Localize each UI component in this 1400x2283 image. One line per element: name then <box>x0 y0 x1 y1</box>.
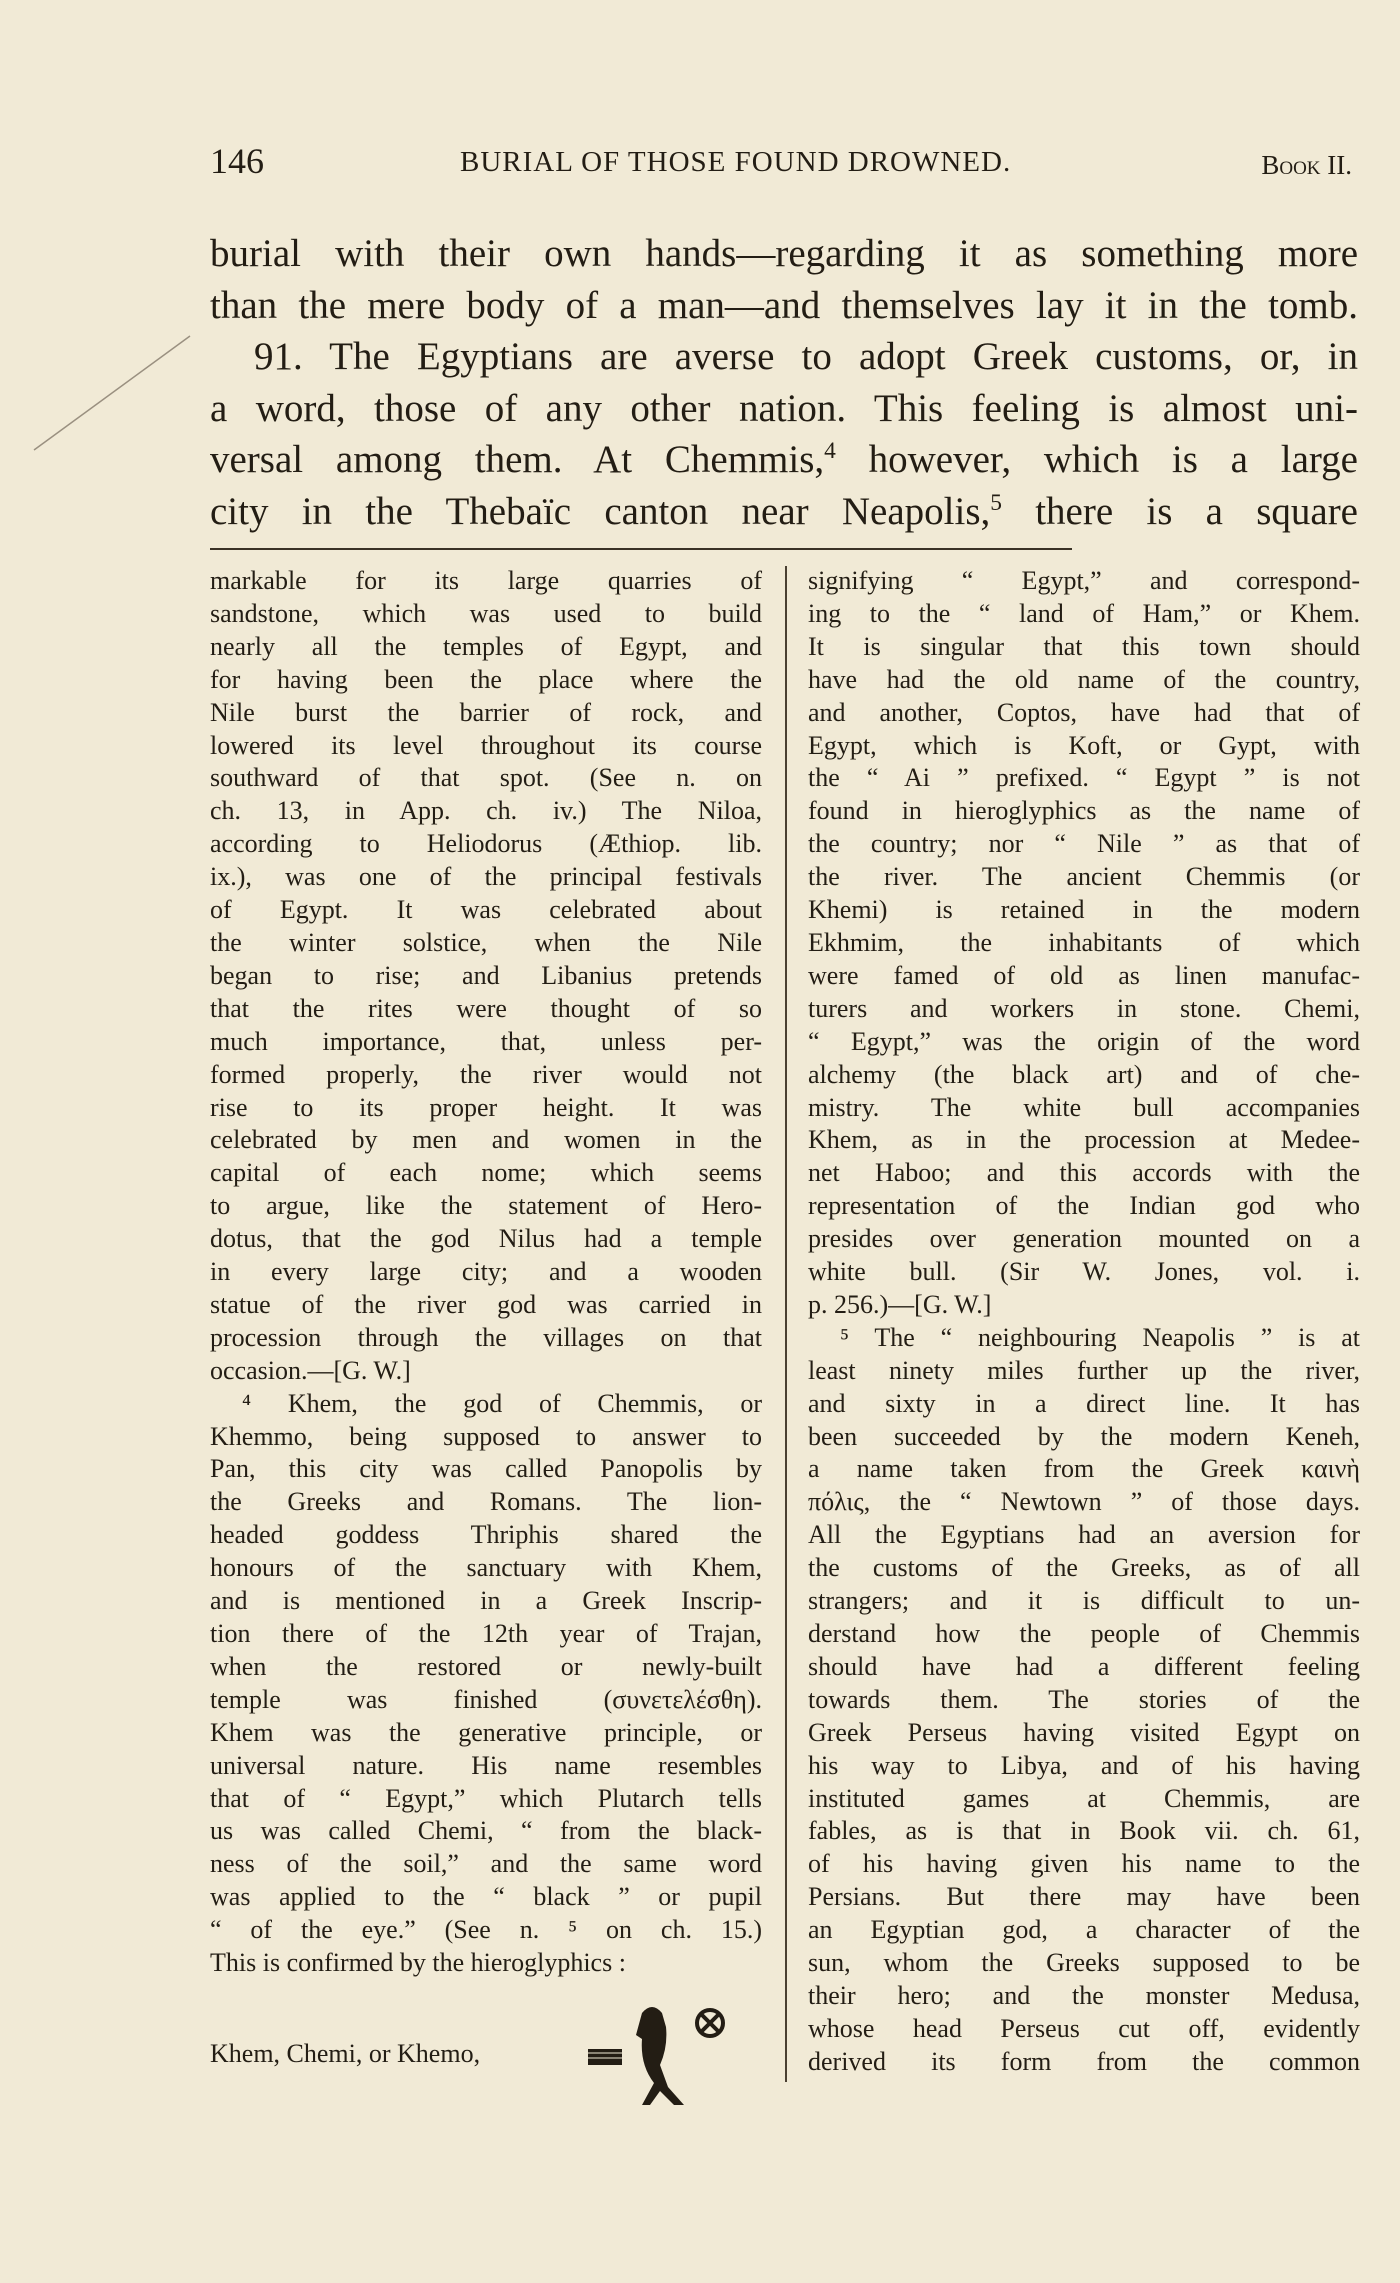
footnote-line: dotus, that the god Nilus had a temple <box>210 1224 762 1254</box>
footnote-line: “ Egypt,” was the origin of the word <box>808 1026 1360 1056</box>
main-text-line <box>210 434 1358 486</box>
footnote-line: procession through the villages on that <box>210 1322 762 1352</box>
footnote-line: the country; nor “ Nile ” as that of <box>808 829 1360 859</box>
footnote-line: derstand how the people of Chemmis <box>808 1619 1360 1648</box>
footnote-line: derived its form from the common <box>808 2046 1360 2076</box>
footnote-line: mistry. The white bull accompanies <box>808 1092 1360 1122</box>
footnote-line: honours of the sanctuary with Khem, <box>210 1553 762 1583</box>
footnote-line: All the Egyptians had an aversion for <box>808 1520 1360 1550</box>
footnote-line: for having been the place where the <box>210 664 762 694</box>
page-number: 146 <box>210 141 264 181</box>
main-text-fragment: however, which is a large <box>835 438 1358 481</box>
main-text-fragment: versal among them. At Chemmis, <box>210 438 825 481</box>
footnote-line: occasion.—[G. W.] <box>210 1355 411 1385</box>
footnote-line: fables, as is that in Book vii. ch. 61, <box>808 1816 1360 1846</box>
footnote-line: Khemi) is retained in the modern <box>808 895 1360 925</box>
footnote-line: to argue, like the statement of Hero- <box>210 1191 762 1221</box>
footnotes-left-column <box>210 565 762 1980</box>
footnote-line: the Greeks and Romans. The lion- <box>210 1487 762 1517</box>
footnote-line: their hero; and the monster Medusa, <box>808 1980 1360 2010</box>
footnote-line: ⁴ Khem, the god of Chemmis, or <box>242 1388 762 1418</box>
footnote-line: p. 256.)—[G. W.] <box>808 1289 992 1319</box>
footnote-line: white bull. (Sir W. Jones, vol. i. <box>808 1257 1360 1287</box>
footnote-line: nearly all the temples of Egypt, and <box>210 631 762 661</box>
footnotes-right-column <box>808 565 1360 2079</box>
book-label: Book II. <box>1261 150 1352 180</box>
main-text-line: than the mere body of a man—and themselves lay it in the tomb. <box>210 283 1358 327</box>
footnote-line: should have had a different feeling <box>808 1651 1360 1681</box>
footnote-line: ing to the “ land of Ham,” or Khem. <box>808 598 1360 628</box>
footnote-line: that of “ Egypt,” which Plutarch tells <box>210 1783 762 1813</box>
main-text <box>210 228 1358 537</box>
footnote-line: Khem, as in the procession at Medee- <box>808 1125 1360 1155</box>
footnote-line: sun, whom the Greeks supposed to be <box>808 1948 1360 1978</box>
footnote-line: statue of the river god was carried in <box>210 1289 762 1319</box>
main-text-line: burial with their own hands—regarding it as something more <box>210 232 1358 275</box>
hieroglyph-figure <box>210 2005 770 2125</box>
footnote-line: much importance, that, unless per- <box>210 1026 762 1056</box>
footnote-line: formed properly, the river would not <box>210 1059 762 1089</box>
footnote-line: when the restored or newly-built <box>210 1651 762 1681</box>
footnote-line: in every large city; and a wooden <box>210 1257 762 1287</box>
footnote-line: his way to Libya, and of his having <box>808 1750 1360 1780</box>
footnote-line: of his having given his name to the <box>808 1849 1360 1879</box>
footnote-line: rise to its proper height. It was <box>210 1092 762 1122</box>
footnote-line: according to Heliodorus (Æthiop. lib. <box>210 829 762 859</box>
footnote-line: an Egyptian god, a character of the <box>808 1915 1360 1945</box>
footnote-line: Egypt, which is Koft, or Gypt, with <box>808 730 1360 760</box>
pencil-mark <box>30 330 200 460</box>
footnote-line: the river. The ancient Chemmis (or <box>808 862 1360 892</box>
footnote-line: It is singular that this town should <box>808 631 1360 661</box>
footnote-line: representation of the Indian god who <box>808 1191 1360 1221</box>
footnote-line: strangers; and it is difficult to un- <box>808 1586 1360 1616</box>
footnote-line: markable for its large quarries of <box>210 566 762 595</box>
footnote-line: instituted games at Chemmis, are <box>808 1783 1360 1813</box>
footnote-line: presides over generation mounted on a <box>808 1224 1360 1254</box>
footnote-line: sandstone, which was used to build <box>210 598 762 628</box>
footnote-line: capital of each nome; which seems <box>210 1158 762 1188</box>
running-title: BURIAL OF THOSE FOUND DROWNED. <box>460 146 1012 178</box>
main-text-line: a word, those of any other nation. This feeling is almost uni- <box>210 386 1358 430</box>
footnote-line: tion there of the 12th year of Trajan, <box>210 1619 762 1648</box>
notes-divider <box>210 548 1072 550</box>
footnote-line: southward of that spot. (See n. on <box>210 763 762 793</box>
main-text-fragment: there is a square <box>1001 489 1358 533</box>
footnote-line: Ekhmim, the inhabitants of which <box>808 927 1360 957</box>
footnote-line: lowered its level throughout its course <box>210 730 762 760</box>
footnote-line: ch. 13, in App. ch. iv.) The Niloa, <box>210 796 762 826</box>
footnote-line: celebrated by men and women in the <box>210 1125 762 1155</box>
footnote-line: Khem was the generative principle, or <box>210 1717 762 1747</box>
main-text-line <box>210 486 1358 538</box>
footnote-line: Khemmo, being supposed to answer to <box>210 1421 762 1451</box>
footnote-line: the customs of the Greeks, as of all <box>808 1553 1360 1583</box>
footnote-line: and sixty in a direct line. It has <box>808 1388 1360 1418</box>
footnote-line: and another, Coptos, have had that of <box>808 697 1360 727</box>
main-text-line: 91. The Egyptians are averse to adopt Greek customs, or, in <box>254 335 1358 378</box>
column-rule <box>785 566 787 2082</box>
footnote-line: towards them. The stories of the <box>808 1684 1360 1714</box>
footnote-line: found in hieroglyphics as the name of <box>808 796 1360 826</box>
page-header <box>210 140 1360 190</box>
footnote-line: net Haboo; and this accords with the <box>808 1158 1360 1188</box>
footnote-line: have had the old name of the country, <box>808 664 1360 694</box>
footnote-line: ⁵ The “ neighbouring Neapolis ” is at <box>840 1322 1360 1352</box>
footnote-line: ix.), was one of the principal festivals <box>210 862 762 892</box>
footnote-line: This is confirmed by the hieroglyphics : <box>210 1948 626 1978</box>
hieroglyph-icon <box>580 1995 730 2125</box>
footnote-line: and is mentioned in a Greek Inscrip- <box>210 1586 762 1616</box>
footnote-line: turers and workers in stone. Chemi, <box>808 993 1360 1023</box>
main-text-fragment: city in the Thebaïc canton near Neapolis, <box>210 489 991 533</box>
footnote-line: ness of the soil,” and the same word <box>210 1849 762 1879</box>
footnote-line: signifying “ Egypt,” and correspond- <box>808 566 1360 595</box>
footnote-line: Greek Perseus having visited Egypt on <box>808 1717 1360 1747</box>
footnote-line: “ of the eye.” (See n. ⁵ on ch. 15.) <box>210 1915 762 1945</box>
footnote-ref: 4 <box>824 438 836 464</box>
footnote-ref: 5 <box>990 489 1002 516</box>
footnote-line: the winter solstice, when the Nile <box>210 927 762 957</box>
footnote-line: temple was finished (συνετελέσθη). <box>210 1684 762 1714</box>
footnote-line: Pan, this city was called Panopolis by <box>210 1454 762 1484</box>
footnote-line: began to rise; and Libanius pretends <box>210 960 762 990</box>
footnote-line: been succeeded by the modern Keneh, <box>808 1421 1360 1451</box>
footnote-line: πόλις, the “ Newtown ” of those days. <box>808 1487 1360 1517</box>
footnote-line: the “ Ai ” prefixed. “ Egypt ” is not <box>808 763 1360 793</box>
footnote-line: Nile burst the barrier of rock, and <box>210 697 762 727</box>
footnote-line: of Egypt. It was celebrated about <box>210 895 762 925</box>
footnote-line: that the rites were thought of so <box>210 993 762 1023</box>
footnote-line: Persians. But there may have been <box>808 1882 1360 1912</box>
footnote-line: least ninety miles further up the river, <box>808 1355 1360 1385</box>
footnote-line: was applied to the “ black ” or pupil <box>210 1882 762 1912</box>
footnote-line: universal nature. His name resembles <box>210 1750 762 1780</box>
footnote-line: a name taken from the Greek καινὴ <box>808 1454 1360 1484</box>
footnote-line: us was called Chemi, “ from the black- <box>210 1816 762 1846</box>
footnote-line: whose head Perseus cut off, evidently <box>808 2013 1360 2043</box>
footnote-line: alchemy (the black art) and of che- <box>808 1059 1360 1089</box>
footnote-line: headed goddess Thriphis shared the <box>210 1520 762 1550</box>
footnote-line: were famed of old as linen manufac- <box>808 960 1360 990</box>
hieroglyph-caption: Khem, Chemi, or Khemo, <box>210 2039 481 2068</box>
